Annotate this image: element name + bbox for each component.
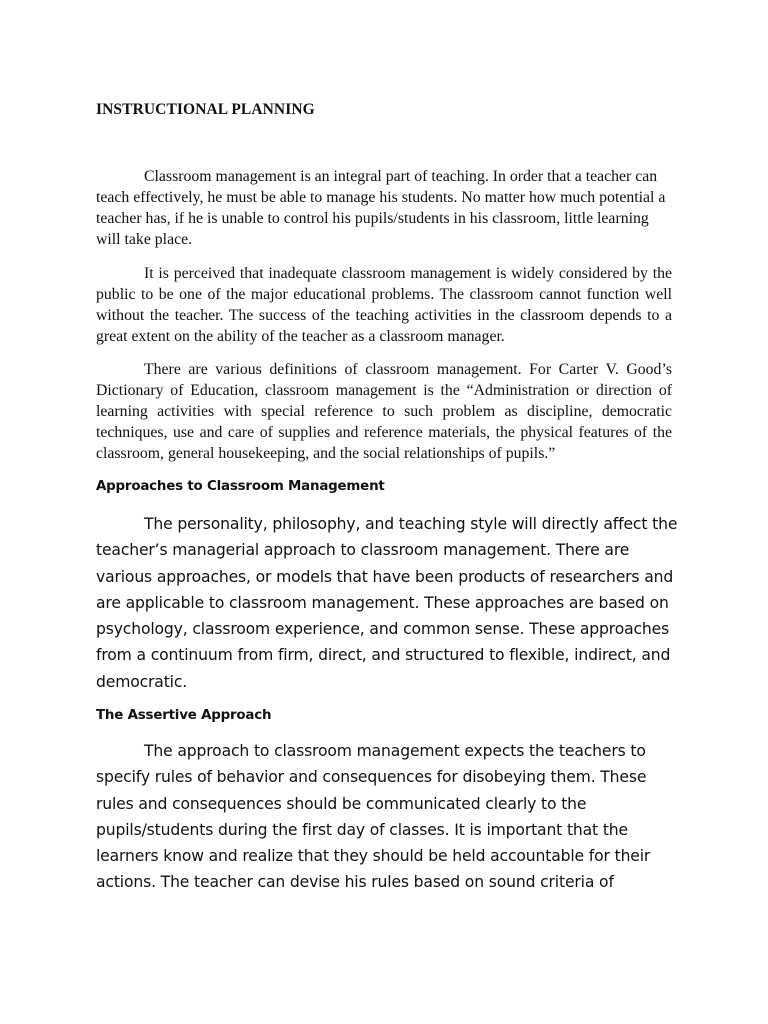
assertive-paragraph: The approach to classroom management expects the teachers to specify rules of behavior and consequences for disobeying them. These rules and consequences should be communicated clearly to the pupils/students during the first day of classes. It is important that the learners know and realize that they should be held accountable for their actions. The teacher can devise his rules based on sound criteria of [96,742,651,892]
approaches-paragraph: The personality, philosophy, and teaching style will directly affect the teacher’s managerial approach to classroom management. There are various approaches, or models that have been products of researchers and are applicable to classroom management. These approaches are based on psychology, classroom experience, and common sense. These approaches from a continuum from firm, direct, and structured to flexible, indirect, and democratic. [96,515,678,691]
document-title: INSTRUCTIONAL PLANNING [96,101,315,118]
intro-paragraph-1: Classroom management is an integral part of teaching. In order that a teacher can teach effectively, he must be able to manage his students. No matter how much potential a teacher has, if he is unable to control his pupils/students in his classroom, little learning will take place. [96,168,666,248]
intro-paragraph-2: It is perceived that inadequate classroom management is widely considered by the public to be one of the major educational problems. The classroom cannot function well without the teacher. The success of the teaching activities in the classroom depends to a great extent on the ability of the teacher as a classroom manager. [96,265,672,345]
intro-paragraph-3: There are various definitions of classroom management. For Carter V. Good’s Dictionary of Education, classroom management is the “Administration or direction of learning activities with special reference to such problem as discipline, democratic techniques, use and care of supplies and reference materials, the physical features of the classroom, general housekeeping, and the social relationships of pupils.” [96,361,672,462]
section-heading-assertive: The Assertive Approach [96,708,272,723]
section-heading-approaches: Approaches to Classroom Management [96,479,385,494]
